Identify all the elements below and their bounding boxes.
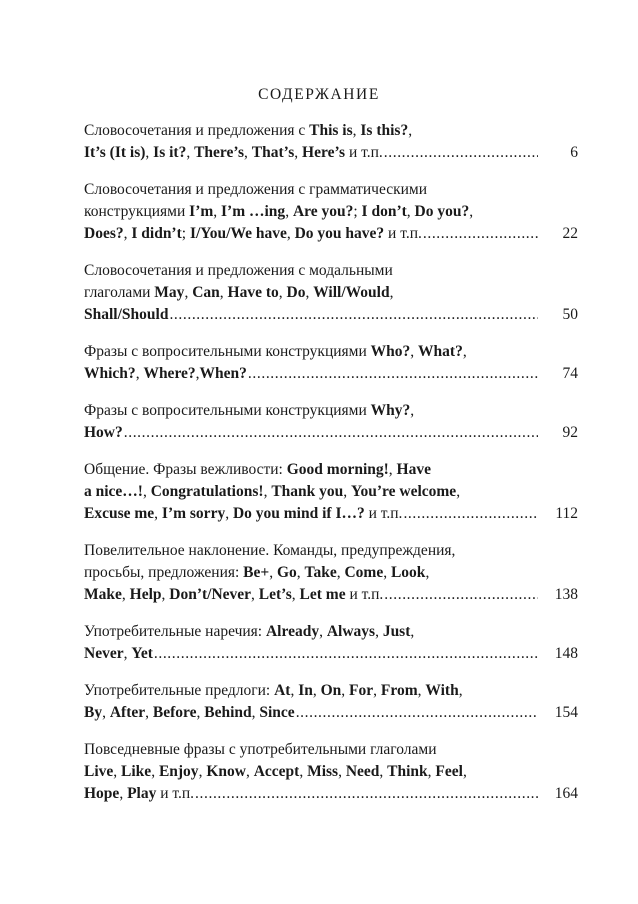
toc-text-segment: , [462, 763, 467, 780]
toc-text-segment: , [278, 284, 287, 301]
toc-text-segment: и т.п. [156, 785, 195, 802]
toc-text-segment: , [251, 704, 260, 721]
toc-text-segment: Словосочетания и предложения с [84, 122, 310, 139]
toc-keyword: Good morning! [286, 461, 389, 478]
dot-leader [423, 223, 538, 245]
toc-keyword: You’re welcome [351, 483, 457, 500]
toc-text-segment: , [408, 122, 413, 139]
toc-keyword: Do you mind if I…? [232, 505, 365, 522]
toc-text-segment: , [406, 203, 415, 220]
toc-text-segment: Общение. Фразы вежливости: [84, 461, 287, 478]
toc-text-segment: и т.п. [384, 225, 422, 242]
toc-entry-line [84, 481, 578, 503]
toc-text-segment: , [341, 682, 350, 699]
toc-text-segment: , [469, 203, 474, 220]
toc-text-segment: , [462, 343, 467, 360]
page-title: СОДЕРЖАНИЕ [258, 86, 380, 103]
toc-keyword: In [298, 682, 313, 699]
toc-text-segment: , [184, 284, 193, 301]
toc-text-segment: , [145, 704, 153, 721]
toc-keyword: Need [345, 763, 380, 780]
toc-keyword: From [380, 682, 418, 699]
toc-text-segment: ; [181, 225, 190, 242]
toc-entry-line [84, 459, 578, 481]
toc-keyword: Don’t/Never [169, 586, 252, 603]
toc-text-segment: , [219, 284, 228, 301]
toc-text-segment: , [410, 623, 415, 640]
toc-text-segment: , [263, 483, 272, 500]
page-number: 22 [562, 225, 578, 242]
dot-leader [248, 363, 538, 385]
table-of-contents [84, 120, 578, 820]
toc-entry-text [84, 483, 460, 500]
toc-text-segment: , [198, 763, 207, 780]
toc-keyword: Can [192, 284, 220, 301]
toc-entry-last-line [84, 503, 578, 525]
toc-text-segment: , [379, 763, 388, 780]
toc-text-segment: , [121, 586, 130, 603]
toc-keyword: Excuse me [84, 505, 155, 522]
toc-keyword: Play [127, 785, 157, 802]
toc-entry-text [84, 783, 194, 805]
toc-keyword: This is [309, 122, 353, 139]
toc-entry-line [84, 562, 578, 584]
toc-keyword: Accept [253, 763, 300, 780]
page-number: 50 [562, 306, 578, 323]
page-number: 92 [562, 424, 578, 441]
toc-text-segment: , [244, 144, 252, 161]
toc-entry-text [84, 461, 431, 478]
toc-entry-text [84, 181, 427, 198]
toc-text-segment: , [269, 564, 277, 581]
toc-entry-line [84, 739, 578, 761]
toc-keyword: Let’s [258, 586, 292, 603]
toc-text-segment: , [425, 564, 430, 581]
toc-text-segment: , [305, 284, 314, 301]
toc-keyword: Have [396, 461, 431, 478]
toc-entry-text [84, 643, 153, 665]
toc-keyword: Who? [370, 343, 411, 360]
page-number: 164 [554, 785, 578, 802]
toc-keyword: With [425, 682, 459, 699]
dot-leader [384, 142, 538, 164]
toc-text-segment: ; [353, 203, 362, 220]
toc-keyword: Make [84, 586, 122, 603]
toc-text-segment: , [343, 483, 352, 500]
toc-keyword: After [109, 704, 146, 721]
toc-keyword: Will/Would [313, 284, 390, 301]
toc-entry-last-line [84, 702, 578, 724]
toc-keyword: I didn’t [131, 225, 182, 242]
toc-keyword: Does? [84, 225, 124, 242]
toc-text-segment: , [213, 203, 222, 220]
page-number: 112 [555, 505, 578, 522]
toc-text-segment: , [388, 461, 397, 478]
toc-keyword: Why? [370, 402, 411, 419]
toc-entry-text [84, 564, 429, 581]
toc-entry-text [84, 763, 467, 780]
toc-entry-last-line [84, 142, 578, 164]
toc-text-segment: , [196, 704, 205, 721]
page-number: 74 [562, 365, 578, 382]
toc-entry-text [84, 122, 412, 139]
toc-keyword: I/You/We have [189, 225, 287, 242]
toc-keyword: Is this? [360, 122, 409, 139]
toc-keyword: Like [121, 763, 152, 780]
toc-keyword: May [154, 284, 185, 301]
toc-entry-text [84, 702, 295, 724]
toc-entry-last-line [84, 643, 578, 665]
toc-entry-last-line [84, 584, 578, 606]
toc-keyword: Always [326, 623, 376, 640]
toc-text-segment: , [154, 505, 162, 522]
toc-entry-line [84, 120, 578, 142]
toc-text-segment: и т.п. [345, 586, 384, 603]
toc-text-segment: , [338, 763, 346, 780]
toc-entry-text [84, 422, 123, 444]
page-number: 138 [554, 586, 578, 603]
toc-keyword: Already [265, 623, 320, 640]
toc-keyword: Where? [143, 365, 196, 382]
toc-keyword: Are you? [292, 203, 354, 220]
toc-entry-line [84, 260, 578, 282]
toc-keyword: Here’s [302, 144, 346, 161]
toc-text-segment: , [135, 365, 144, 382]
toc-entry-text [84, 363, 247, 385]
toc-text-segment: , [312, 682, 321, 699]
toc-keyword: For [349, 682, 374, 699]
toc-entry-text [84, 682, 463, 699]
toc-keyword: Enjoy [158, 763, 199, 780]
toc-keyword: Hope [84, 785, 120, 802]
toc-text-segment: , [245, 763, 254, 780]
toc-keyword: Never [84, 645, 124, 662]
toc-text-segment: , [410, 343, 419, 360]
toc-entry[interactable] [84, 400, 578, 444]
toc-keyword: Come [344, 564, 384, 581]
toc-keyword: Look [390, 564, 426, 581]
toc-entry-text [84, 142, 383, 164]
toc-text-segment: , [417, 682, 426, 699]
toc-entry-text [84, 304, 168, 326]
dot-leader [154, 643, 538, 665]
toc-entry-line [84, 201, 578, 223]
toc-text-segment: Словосочетания и предложения с грамматическими [84, 181, 428, 198]
toc-entry-line [84, 341, 578, 363]
toc-text-segment: Повседневные фразы с употребительными глаголами [84, 741, 437, 758]
toc-text-segment: , [296, 564, 305, 581]
dot-leader [296, 702, 538, 724]
toc-text-segment: , [285, 203, 293, 220]
toc-entry-last-line [84, 363, 578, 385]
toc-text-segment: Фразы с вопросительными конструкциями [84, 343, 371, 360]
toc-entry[interactable] [84, 621, 578, 665]
toc-text-segment: , [352, 122, 361, 139]
toc-entry-last-line [84, 223, 578, 245]
toc-entry-text [84, 203, 473, 220]
toc-text-segment: , [123, 645, 132, 662]
toc-keyword: There’s [194, 144, 245, 161]
toc-text-segment: , [456, 483, 461, 500]
toc-keyword: Is it? [153, 144, 187, 161]
toc-keyword: Miss [307, 763, 339, 780]
toc-text-segment: , [286, 225, 295, 242]
toc-entry-line [84, 680, 578, 702]
toc-text-segment: , [373, 682, 381, 699]
toc-keyword: Behind [204, 704, 252, 721]
toc-entry-text [84, 584, 383, 606]
toc-entry-text [84, 503, 402, 525]
toc-keyword: Have to [227, 284, 279, 301]
toc-keyword: How? [84, 424, 123, 441]
toc-entry-last-line [84, 422, 578, 444]
toc-text-segment: и т.п. [345, 144, 383, 161]
toc-entry-text [84, 223, 422, 245]
toc-keyword: Shall/Should [84, 306, 169, 323]
toc-text-segment: , [458, 682, 463, 699]
toc-entry-text [84, 262, 393, 279]
toc-text-segment: , [225, 505, 233, 522]
dot-leader [195, 783, 538, 805]
toc-text-segment: , [151, 763, 159, 780]
toc-entry[interactable] [84, 341, 578, 385]
toc-text-segment: и т.п. [364, 505, 403, 522]
toc-entry-last-line [84, 783, 578, 805]
toc-text-segment: глаголами [84, 284, 155, 301]
toc-keyword: When? [199, 365, 247, 382]
toc-entry[interactable] [84, 680, 578, 724]
toc-text-segment: Фразы с вопросительными конструкциями [84, 402, 371, 419]
toc-keyword: Before [152, 704, 197, 721]
page-number: 148 [554, 645, 578, 662]
toc-text-segment: , [299, 763, 308, 780]
toc-text-segment: , [319, 623, 327, 640]
dot-leader [124, 422, 538, 444]
toc-text-segment: , [102, 704, 110, 721]
toc-entry-text [84, 741, 437, 758]
toc-text-segment: , [291, 586, 300, 603]
toc-entry[interactable] [84, 120, 578, 164]
toc-keyword: Live [84, 763, 114, 780]
toc-text-segment: , [336, 564, 345, 581]
toc-text-segment: конструкциями [84, 203, 190, 220]
toc-keyword: Help [129, 586, 162, 603]
toc-keyword: What? [418, 343, 463, 360]
toc-entry-line [84, 282, 578, 304]
page-number: 154 [554, 704, 578, 721]
toc-text-segment: Употребительные предлоги: [84, 682, 275, 699]
toc-keyword: Thank you [271, 483, 344, 500]
toc-text-segment: Словосочетания и предложения с модальными [84, 262, 393, 279]
toc-text-segment: , [113, 763, 122, 780]
toc-keyword: Let me [299, 586, 346, 603]
toc-keyword: Do you have? [294, 225, 385, 242]
toc-text-segment: Употребительные наречия: [84, 623, 266, 640]
toc-keyword: Think [387, 763, 428, 780]
toc-keyword: Take [304, 564, 337, 581]
toc-keyword: I’m [189, 203, 214, 220]
toc-entry-text [84, 542, 455, 559]
toc-keyword: It’s (It is) [84, 144, 146, 161]
toc-entry-line [84, 540, 578, 562]
dot-leader [384, 584, 538, 606]
toc-entry-line [84, 761, 578, 783]
toc-keyword: I don’t [361, 203, 407, 220]
toc-keyword: Since [259, 704, 295, 721]
toc-entry[interactable] [84, 540, 578, 606]
toc-keyword: On [320, 682, 342, 699]
toc-entry[interactable] [84, 260, 578, 326]
toc-entry-last-line [84, 304, 578, 326]
toc-entry[interactable] [84, 179, 578, 245]
toc-keyword: That’s [251, 144, 295, 161]
toc-text-segment: , [142, 483, 151, 500]
toc-text-segment: , [290, 682, 299, 699]
toc-keyword: Yet [131, 645, 153, 662]
toc-text-segment: , [375, 623, 383, 640]
toc-entry[interactable] [84, 459, 578, 525]
toc-keyword: Congratulations! [150, 483, 264, 500]
toc-keyword: At [274, 682, 291, 699]
toc-keyword: By [84, 704, 103, 721]
toc-entry[interactable] [84, 739, 578, 805]
toc-text-segment: , [383, 564, 391, 581]
toc-keyword: Feel [435, 763, 463, 780]
toc-keyword: Know [206, 763, 246, 780]
toc-keyword: I’m sorry [161, 505, 226, 522]
toc-text-segment: , [195, 365, 200, 382]
dot-leader [169, 304, 538, 326]
toc-text-segment: , [410, 402, 415, 419]
toc-keyword: Be+ [243, 564, 270, 581]
toc-text-segment: , [427, 763, 436, 780]
toc-text-segment: , [186, 144, 195, 161]
toc-entry-text [84, 402, 414, 419]
toc-keyword: Do [286, 284, 306, 301]
toc-keyword: Go [276, 564, 297, 581]
toc-text-segment: , [123, 225, 132, 242]
toc-entry-text [84, 343, 467, 360]
toc-keyword: a nice…! [84, 483, 143, 500]
toc-text-segment: , [145, 144, 154, 161]
toc-entry-text [84, 623, 414, 640]
toc-entry-line [84, 179, 578, 201]
page-number: 6 [570, 144, 578, 161]
toc-keyword: Just [382, 623, 411, 640]
toc-text-segment: Повелительное наклонение. Команды, предупреждения, [84, 542, 456, 559]
toc-text-segment: , [294, 144, 303, 161]
toc-entry-text [84, 284, 393, 301]
toc-entry-line [84, 400, 578, 422]
toc-text-segment: , [251, 586, 259, 603]
toc-text-segment: , [389, 284, 394, 301]
toc-keyword: Which? [84, 365, 136, 382]
toc-keyword: Do you? [414, 203, 470, 220]
toc-text-segment: , [161, 586, 170, 603]
toc-text-segment: просьбы, предложения: [84, 564, 244, 581]
toc-text-segment: , [119, 785, 128, 802]
toc-keyword: I’m …ing [221, 203, 286, 220]
toc-entry-line [84, 621, 578, 643]
dot-leader [403, 503, 538, 525]
